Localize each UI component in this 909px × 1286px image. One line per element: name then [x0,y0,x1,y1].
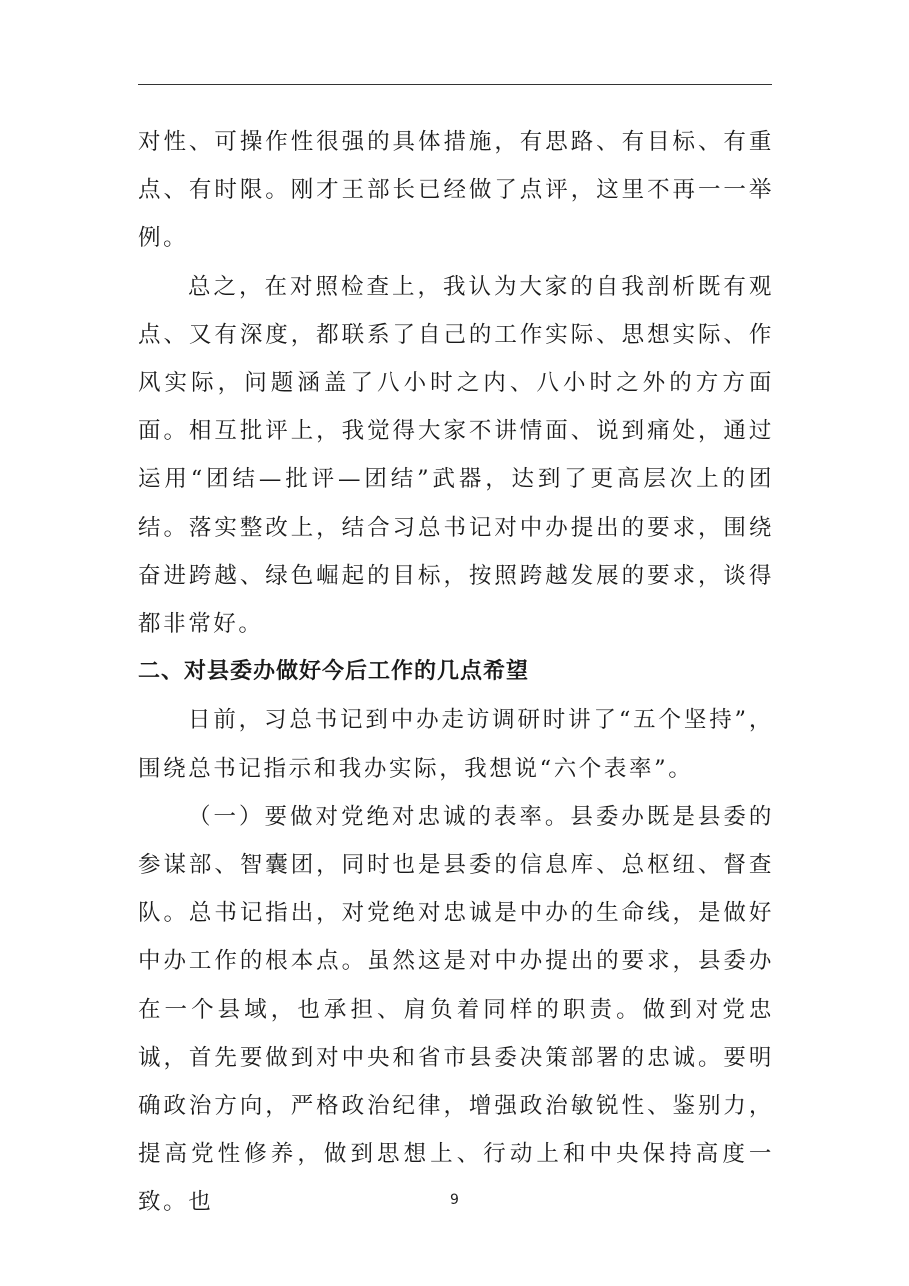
section-heading: 二、对县委办做好今后工作的几点希望 [138,659,530,685]
header-rule [138,84,772,85]
paragraph-continuation: 对性、可操作性很强的具体措施，有思路、有目标、有重点、有时限。刚才王部长已经做了点评，这里不再一一举例。 [138,129,774,252]
page-number: 9 [450,1192,459,1208]
document-body [138,118,774,1227]
paragraph-summary: 总之，在对照检查上，我认为大家的自我剖析既有观点、又有深度，都联系了自己的工作实际、思想实际、作风实际，问题涵盖了八小时之内、八小时之外的方方面面。相互批评上，我觉得大家不讲情面、说到痛处，通过运用“团结—批评—团结”武器，达到了更高层次上的团结。落实整改上，结合习总书记对中办提出的要求，围绕奋进跨越、绿色崛起的目标，按照跨越发展的要求，谈得都非常好。 [138,273,774,638]
paragraph-intro: 日前，习总书记到中办走访调研时讲了“五个坚持”，围绕总书记指示和我办实际，我想说“六个表率”。 [138,707,774,782]
paragraph-point-one: （一）要做对党绝对忠诚的表率。县委办既是县委的参谋部、智囊团，同时也是县委的信息库、总枢纽、督查队。总书记指出，对党绝对忠诚是中办的生命线，是做好中办工作的根本点。虽然这是对中办提出的要求，县委办在一个县域，也承担、肩负着同样的职责。做到对党忠诚，首先要做到对中央和省市县委决策部署的忠诚。要明确政治方向，严格政治纪律，增强政治敏锐性、鉴别力，提高党性修养，做到思想上、行动上和中央保持高度一致。也 [138,803,774,1216]
